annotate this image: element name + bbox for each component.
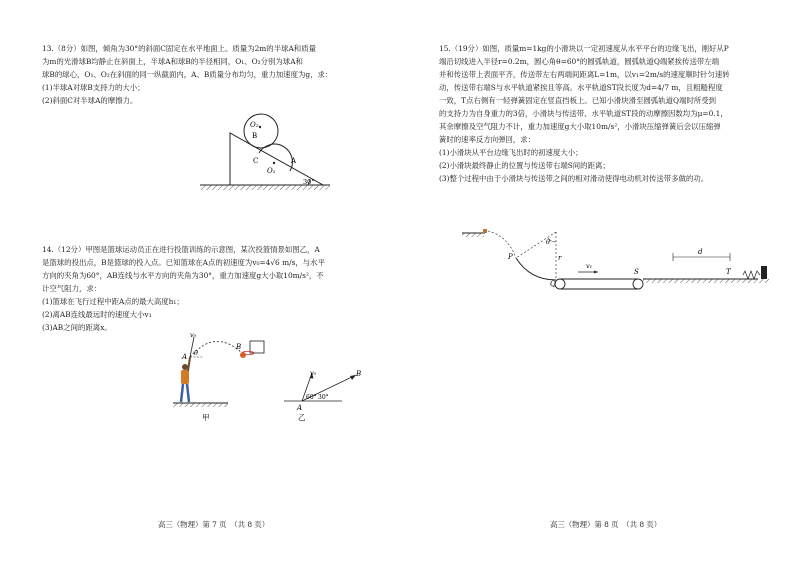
left-roller (555, 279, 565, 289)
label-c: C (253, 157, 259, 165)
q15-figure (458, 222, 778, 292)
footer-page-8: 高三（物理）第 8 页 （共 8 页） (550, 520, 662, 529)
q14-line-3: 方向的夹角为60°，AB连线与水平方向的夹角为30°，重力加速度g大小取10m/s²，不 (42, 271, 324, 280)
player-arm (188, 357, 190, 371)
question-15 (439, 42, 730, 185)
player-leg-left (181, 384, 183, 402)
platform-hatch (462, 233, 484, 237)
q15-line-1: 15.（19分）如图，质量m=1kg的小滑块以一定初速度从水平平台的边缘飞出，刚好从P (439, 44, 729, 53)
label-b-yi: B (356, 370, 362, 378)
footer-page-7: 高三（物理）第 7 页 （共 8 页） (158, 520, 270, 529)
question-13 (42, 42, 332, 107)
wall-plate (761, 266, 767, 279)
q13-line-5: (2)斜面C对半球A的摩擦力。 (42, 96, 138, 105)
q14-figure-jia (168, 333, 278, 423)
label-30deg-yi: 30° (318, 394, 329, 401)
arc-track (516, 258, 556, 280)
q14-line-5: (1)篮球在飞行过程中距A点的最大高度h₁； (42, 297, 184, 306)
label-theta: θ (546, 238, 550, 246)
center-o2 (259, 126, 261, 128)
label-o1: O₁ (267, 167, 276, 175)
label-a-yi: A (297, 404, 303, 412)
caption-jia: 甲 (202, 413, 210, 422)
label-t: T (726, 268, 731, 276)
player-leg-right (187, 384, 189, 402)
page-8 (400, 0, 800, 566)
q13-line-1: 13.（8分）如图，倾角为30°的斜面C固定在水平地面上。质量为2m的半球A和质量 (42, 44, 316, 53)
question-14 (42, 243, 325, 334)
q14-line-4: 计空气阻力，求： (42, 284, 102, 293)
label-b: B (252, 132, 258, 140)
slider-block (483, 229, 487, 233)
track-hatch (643, 279, 771, 283)
ball-b (244, 114, 278, 148)
label-b-jia: B (236, 343, 242, 351)
floor-hatch (173, 403, 228, 407)
q15-line-2: 端沿切线进入半径r=0.2m，圆心角θ=60°的圆弧轨道，圆弧轨道Q端紧挨传送带左端 (439, 57, 720, 66)
label-theta-jia: θ (194, 349, 198, 357)
v1-arrowhead (594, 271, 598, 274)
label-v0-yi: v₀ (310, 369, 317, 377)
q15-line-7: 其余摩擦及空气阻力不计，重力加速度g大小取10m/s²，小滑块压缩弹簧后会以压缩弹 (439, 122, 721, 131)
label-a: A (291, 157, 297, 165)
label-a-jia: A (182, 353, 188, 361)
player-head (182, 364, 188, 370)
backboard (250, 341, 264, 353)
player-body (181, 370, 189, 384)
label-p: P (508, 253, 513, 261)
q14-line-7: (3)AB之间的距离x。 (42, 323, 112, 332)
q13-line-4: (1)半球A对球B支持力的大小； (42, 83, 145, 92)
label-s: S (634, 268, 639, 276)
label-o2: O₂ (250, 121, 259, 129)
q15-line-9: (1)小滑块从平台边缘飞出时的初速度大小； (439, 148, 583, 157)
q13-line-3: 球B的球心，O₁、O₂在斜面的同一纵截面内，A、B质量分布均匀，重力加速度为g，求： (42, 70, 333, 79)
q14-figure-yi (280, 363, 370, 423)
caption-yi: 乙 (298, 413, 306, 422)
basketball (240, 352, 246, 358)
q15-line-8: 簧时的速率反方向弹回，求： (439, 135, 536, 144)
q15-line-4: 动，传送带右端S与水平轨道紧挨且等高。水平轨道ST段长度为d=4/7 m，且粗糙程度 (439, 83, 723, 92)
q13-figure (195, 105, 335, 193)
center-o1 (273, 162, 275, 164)
label-d: d (698, 248, 703, 256)
spring (743, 271, 760, 279)
q15-line-5: 一致，T点右侧有一轻弹簧固定在竖直挡板上。已知小滑块滑至圆弧轨道Q端时所受到 (439, 96, 717, 105)
label-r: r (558, 254, 562, 262)
q14-line-2: 是篮球的投出点，B是篮球的投入点。已知篮球在A点的初速度为v₀=4√6 m/s，与水平 (42, 258, 325, 267)
q13-line-2: 为m的光滑球B均静止在斜面上，半球A和球B的半径相同，O₁、O₂分别为球A和 (42, 57, 303, 66)
label-v0-jia: v₀ (190, 331, 197, 339)
q15-line-10: (2)小滑块最终静止的位置与传送带右端S间的距离； (439, 161, 610, 170)
q14-line-1: 14.（12分）甲图是篮球运动员正在进行投篮训练的示意图，某次投篮情景如图乙，A (42, 245, 320, 254)
q15-line-11: (3)整个过程中由于小滑块与传送带之间的相对滑动使得电动机对传送带多做的功。 (439, 174, 709, 183)
label-v1: v₁ (586, 262, 593, 270)
right-roller (633, 279, 643, 289)
label-30deg: 30° (303, 178, 315, 186)
label-60deg: 60° (306, 394, 317, 401)
radius-to-p (516, 232, 556, 258)
q15-line-3: 并和传送带上表面平齐，传送带左右两端间距离L=1m，以v₁=2m/s的速度顺时针匀速转 (439, 70, 730, 79)
q15-line-6: 的支持力为自身重力的3倍，小滑块与传送带、水平轨道ST段的动摩擦因数均为μ=0.1， (439, 109, 728, 118)
q14-line-6: (2)离AB连线最远时的速度大小v₁ (42, 310, 152, 319)
label-q: Q (550, 280, 556, 288)
